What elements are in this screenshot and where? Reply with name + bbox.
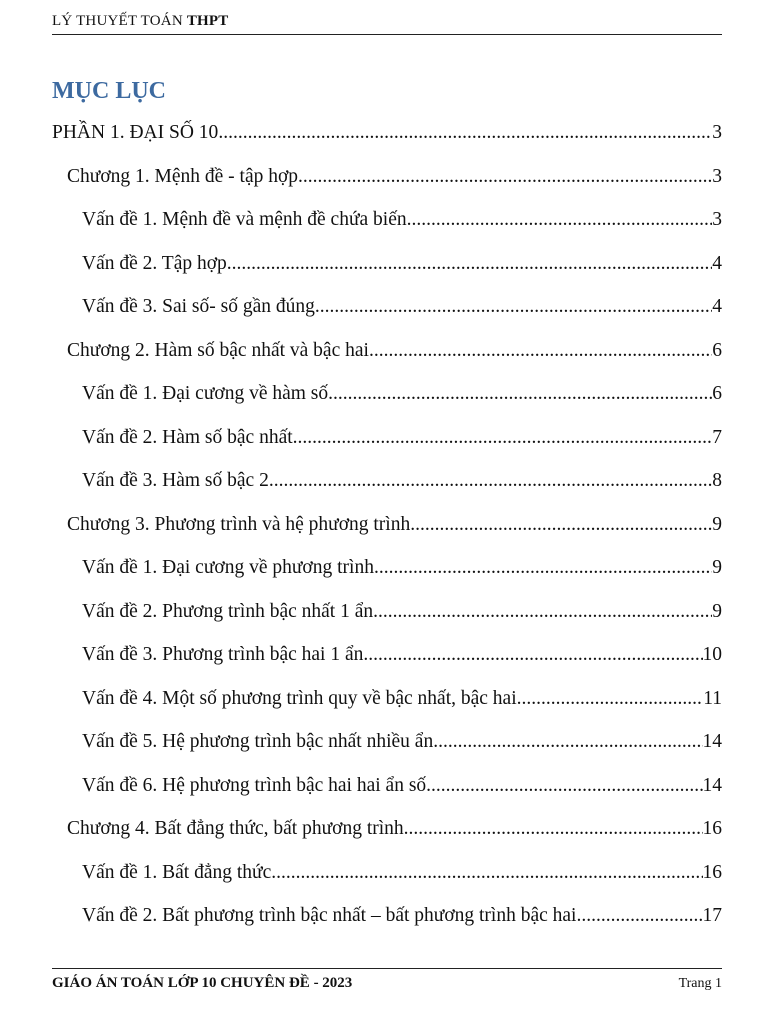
toc-entry-label: Vấn đề 3. Phương trình bậc hai 1 ẩn	[82, 644, 364, 665]
toc-entry[interactable]	[52, 377, 722, 421]
toc-dot-leader	[369, 334, 712, 367]
toc-page-number: 16	[702, 818, 722, 839]
toc-entry[interactable]	[52, 508, 722, 552]
toc-dot-leader	[404, 812, 703, 845]
toc-title: MỤC LỤC	[52, 78, 166, 104]
toc-entry-label: Chương 1. Mệnh đề - tập hợp	[67, 165, 299, 187]
toc-dot-leader	[328, 377, 712, 410]
toc-entry[interactable]	[52, 725, 722, 769]
toc-dot-leader	[374, 551, 712, 584]
toc-page-number: 17	[702, 905, 722, 926]
toc-entry[interactable]	[52, 899, 722, 943]
toc-dot-leader	[298, 160, 712, 193]
toc-entry-label: Chương 4. Bất đẳng thức, bất phương trình	[67, 818, 404, 839]
toc-page-number: 9	[712, 557, 722, 578]
toc-entry[interactable]	[52, 769, 722, 813]
toc-entry-label: Vấn đề 5. Hệ phương trình bậc nhất nhiều ẩn	[82, 731, 434, 752]
toc-entry[interactable]	[52, 116, 722, 160]
table-of-contents	[52, 116, 722, 943]
toc-entry-label: Vấn đề 1. Mệnh đề và mệnh đề chứa biến	[82, 209, 407, 230]
toc-entry-label: Chương 3. Phương trình và hệ phương trình	[67, 513, 411, 535]
toc-page-number: 3	[712, 209, 722, 230]
page-number: Trang 1	[678, 976, 722, 991]
toc-entry-label: Vấn đề 2. Phương trình bậc nhất 1 ẩn	[82, 600, 374, 622]
toc-entry[interactable]	[52, 334, 722, 378]
page-footer	[52, 968, 722, 997]
toc-entry-label: Vấn đề 2. Tập hợp	[82, 252, 227, 274]
toc-dot-leader	[218, 116, 712, 149]
toc-dot-leader	[517, 682, 704, 715]
toc-entry-label: Vấn đề 1. Bất đẳng thức	[82, 861, 272, 883]
toc-entry-label: Vấn đề 1. Đại cương về phương trình	[82, 557, 374, 578]
toc-dot-leader	[227, 247, 712, 280]
toc-entry[interactable]	[52, 551, 722, 595]
page-header	[52, 10, 722, 35]
toc-page-number: 4	[712, 252, 722, 274]
toc-entry[interactable]	[52, 595, 722, 639]
toc-entry-label: Vấn đề 3. Sai số- số gần đúng	[82, 296, 315, 317]
toc-page-number: 8	[712, 470, 722, 491]
toc-entry[interactable]	[52, 160, 722, 204]
toc-page-number: 7	[712, 426, 722, 448]
toc-entry-label: Chương 2. Hàm số bậc nhất và bậc hai	[67, 339, 369, 361]
toc-dot-leader	[315, 290, 712, 323]
toc-page-number: 9	[712, 513, 722, 535]
footer-title: GIÁO ÁN TOÁN LỚP 10 CHUYÊN ĐỀ - 2023	[52, 975, 353, 991]
toc-entry[interactable]	[52, 682, 722, 726]
toc-dot-leader	[293, 421, 713, 454]
toc-entry[interactable]	[52, 638, 722, 682]
header-text-regular: LÝ THUYẾT TOÁN	[52, 13, 187, 29]
toc-page-number: 10	[702, 644, 722, 665]
toc-entry[interactable]	[52, 812, 722, 856]
toc-entry[interactable]	[52, 290, 722, 334]
toc-page-number: 3	[712, 122, 722, 143]
toc-page-number: 16	[702, 861, 722, 883]
toc-dot-leader	[269, 464, 712, 497]
toc-dot-leader	[271, 856, 702, 889]
toc-dot-leader	[433, 725, 702, 758]
toc-page-number: 14	[702, 731, 722, 752]
toc-dot-leader	[407, 203, 713, 236]
toc-dot-leader	[410, 508, 712, 541]
toc-page-number: 6	[712, 339, 722, 361]
toc-page-number: 6	[712, 383, 722, 404]
toc-entry[interactable]	[52, 203, 722, 247]
toc-dot-leader	[426, 769, 702, 802]
toc-entry[interactable]	[52, 247, 722, 291]
toc-entry-label: Vấn đề 1. Đại cương về hàm số	[82, 383, 329, 404]
toc-page-number: 14	[702, 774, 722, 796]
toc-entry-label: Vấn đề 3. Hàm số bậc 2	[82, 470, 269, 491]
toc-entry-label: Vấn đề 6. Hệ phương trình bậc hai hai ẩn số	[82, 774, 427, 796]
toc-dot-leader	[576, 899, 702, 932]
toc-entry-label: Vấn đề 2. Bất phương trình bậc nhất – bất phương trình bậc hai	[82, 905, 577, 926]
toc-dot-leader	[373, 595, 712, 628]
toc-entry[interactable]	[52, 464, 722, 508]
header-text	[52, 13, 228, 30]
toc-entry[interactable]	[52, 421, 722, 465]
header-text-bold: THPT	[186, 13, 229, 29]
toc-entry[interactable]	[52, 856, 722, 900]
toc-page-number: 3	[712, 165, 722, 187]
toc-page-number: 9	[712, 600, 722, 622]
toc-entry-label: Vấn đề 4. Một số phương trình quy về bậc nhất, bậc hai	[82, 687, 517, 709]
toc-entry-label: PHẦN 1. ĐẠI SỐ 10	[52, 122, 219, 143]
toc-page-number: 11	[703, 687, 722, 709]
toc-page-number: 4	[712, 296, 722, 317]
toc-dot-leader	[363, 638, 702, 671]
toc-entry-label: Vấn đề 2. Hàm số bậc nhất	[82, 426, 293, 448]
